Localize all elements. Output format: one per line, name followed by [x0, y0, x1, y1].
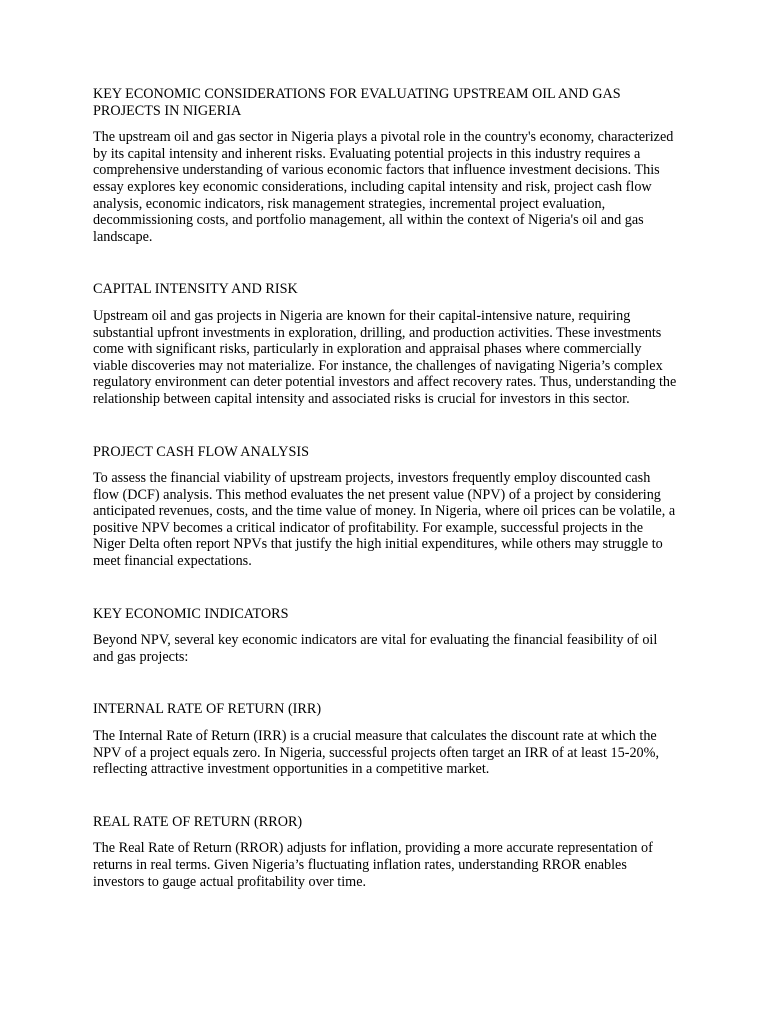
section-paragraph: The Internal Rate of Return (IRR) is a crucial measure that calculates the discount rate at which the NPV of a project equals zero. In Nigeria, successful projects often target an IRR of at least 15-20%, reflecting attractive investment opportunities in a competitive market.	[93, 728, 660, 778]
section-heading: CAPITAL INTENSITY AND RISK	[93, 281, 298, 298]
section-paragraph: Upstream oil and gas projects in Nigeria are known for their capital-intensive nature, requiring substantial upfront investments in exploration, drilling, and production activities. These investments come with significant risks, particularly in exploration and appraisal phases where commercially viable discoveries may not materialize. For instance, the challenges of navigating Nigeria’s complex regulatory environment can deter potential investors and affect recovery rates. Thus, understanding the relationship between capital intensity and associated risks is crucial for investors in this sector.	[93, 307, 677, 407]
section-paragraph: Beyond NPV, several key economic indicators are vital for evaluating the financial feasibility of oil and gas projects:	[93, 632, 658, 665]
section-paragraph: The Real Rate of Return (RROR) adjusts for inflation, providing a more accurate representation of returns in real terms. Given Nigeria’s fluctuating inflation rates, understanding RROR enables investors to gauge actual profitability over time.	[93, 840, 653, 890]
section-heading: PROJECT CASH FLOW ANALYSIS	[93, 443, 310, 460]
section-paragraph: To assess the financial viability of upstream projects, investors frequently employ discounted cash flow (DCF) analysis. This method evaluates the net present value (NPV) of a project by considering anticipated revenues, costs, and the time value of money. In Nigeria, where oil prices can be volatile, a positive NPV becomes a critical indicator of profitability. For example, successful projects in the Niger Delta often report NPVs that justify the high initial expenditures, while others may struggle to meet financial expectations.	[93, 470, 676, 570]
section-heading: INTERNAL RATE OF RETURN (IRR)	[93, 701, 322, 718]
intro-paragraph: The upstream oil and gas sector in Nigeria plays a pivotal role in the country's economy, characterized by its capital intensity and inherent risks. Evaluating potential projects in this industry requires a comprehensive understanding of various economic factors that influence investment decisions. This essay explores key economic considerations, including capital intensity and risk, project cash flow analysis, economic indicators, risk management strategies, incremental project evaluation, decommissioning costs, and portfolio management, all within the context of Nigeria's oil and gas landscape.	[93, 129, 674, 245]
section-key-indicators	[93, 606, 677, 666]
document-content	[93, 86, 677, 890]
section-rror	[93, 814, 677, 890]
section-irr	[93, 701, 677, 777]
section-heading: KEY ECONOMIC INDICATORS	[93, 605, 289, 622]
section-heading: REAL RATE OF RETURN (RROR)	[93, 813, 303, 830]
document-title: KEY ECONOMIC CONSIDERATIONS FOR EVALUATING UPSTREAM OIL AND GAS PROJECTS IN NIGERIA	[93, 86, 621, 119]
section-cash-flow	[93, 444, 677, 570]
section-capital-intensity	[93, 281, 677, 407]
